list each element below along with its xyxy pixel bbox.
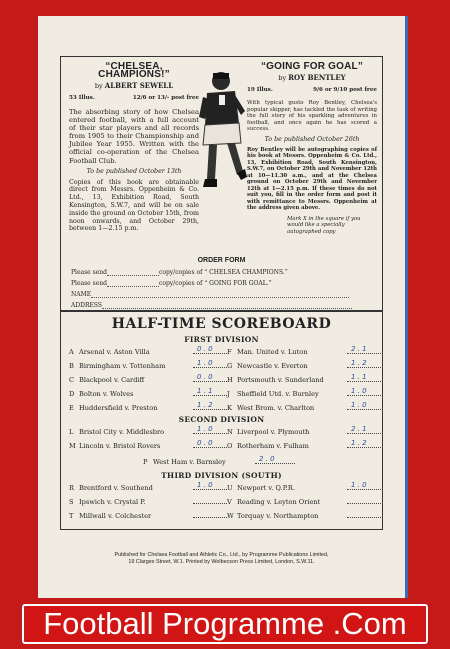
advert-autograph-note: Mark X in the square if you would like a specially autographed copy	[287, 215, 361, 235]
score-entry[interactable]	[347, 427, 383, 434]
advert-chelsea-champions	[69, 63, 199, 233]
fixture-letter: F	[227, 348, 232, 356]
fixture-teams: Sheffield Utd. v. Burnley	[237, 390, 319, 398]
fixture-letter: E	[69, 404, 74, 412]
fixture-row	[227, 389, 383, 399]
score-entry[interactable]	[193, 389, 227, 396]
fixture-teams: Bolton v. Wolves	[79, 390, 134, 398]
fixture-teams: Ipswich v. Crystal P.	[79, 498, 146, 506]
score-entry[interactable]	[255, 457, 295, 464]
score-entry[interactable]	[347, 511, 383, 518]
advert-availability: Copies of this book are obtainable direct from Messrs. Oppenheim & Co. Ltd., 13, Exhibition Road, South Kensington, S.W.7, and will be on sale inside the ground on October 15th, from noon onwards, and October 29th, between 1—2.15 p.m.	[69, 178, 199, 233]
fixture-row	[227, 347, 383, 357]
score-entry[interactable]	[347, 389, 383, 396]
third-division-heading: THIRD DIVISION (SOUTH)	[161, 471, 282, 480]
fixture-teams: Liverpool v. Plymouth	[237, 428, 310, 436]
fixture-letter: A	[69, 348, 74, 356]
fixture-row	[69, 403, 227, 413]
fixture-row	[69, 483, 227, 493]
score-entry[interactable]	[193, 361, 227, 368]
handwritten-score: 1 . 0	[197, 481, 213, 489]
scoreboard-title: HALF-TIME SCOREBOARD	[111, 316, 332, 332]
fixture-row	[69, 497, 227, 507]
fixture-teams: West Ham v. Barnsley	[153, 458, 226, 466]
fixture-row	[69, 375, 227, 385]
fixture-letter: O	[227, 442, 233, 450]
order-address-field[interactable]: ADDRESS	[71, 302, 372, 309]
score-entry[interactable]	[193, 441, 227, 448]
fixture-letter: V	[227, 498, 232, 506]
fixture-letter: B	[69, 362, 74, 370]
advert-price: 53 Illus. 12/6 or 13/- post free	[69, 95, 199, 101]
fixture-letter: J	[227, 390, 230, 398]
book-advert-box	[60, 56, 383, 312]
site-banner[interactable]: Football Programme .Com	[22, 604, 428, 644]
programme-page	[38, 16, 408, 598]
order-name-field[interactable]: NAME	[71, 291, 372, 298]
half-time-scoreboard	[60, 310, 383, 530]
advert-author: by ROY BENTLEY	[278, 73, 346, 82]
fixture-letter: P	[143, 458, 148, 466]
fixture-teams: Portsmouth v. Sunderland	[237, 376, 324, 384]
handwritten-score: 1 . 0	[351, 481, 367, 489]
fixture-letter: G	[227, 362, 233, 370]
fixture-row	[69, 511, 227, 521]
fixture-row	[227, 441, 383, 451]
fixture-letter: S	[69, 498, 74, 506]
handwritten-score: 2 . 1	[351, 345, 367, 353]
handwritten-score: 1 . 2	[197, 401, 213, 409]
fixture-row	[69, 389, 227, 399]
handwritten-score: 1 . 0	[197, 425, 213, 433]
handwritten-score: 1 . 2	[351, 439, 367, 447]
fixture-teams: Man. United v. Luton	[237, 348, 308, 356]
handwritten-score: 1 . 0	[351, 387, 367, 395]
handwritten-score: 1 . 0	[197, 359, 213, 367]
score-entry[interactable]	[193, 403, 227, 410]
fixture-teams: Bristol City v. Middlesbro	[79, 428, 165, 436]
fixture-letter: M	[69, 442, 76, 450]
fixture-teams: West Brom. v. Charlton	[237, 404, 315, 412]
score-entry[interactable]	[347, 361, 383, 368]
fixture-letter: C	[69, 376, 75, 384]
score-entry[interactable]	[347, 497, 383, 504]
fixture-teams: Torquay v. Northampton	[237, 512, 319, 520]
fixture-row	[69, 441, 227, 451]
fixture-teams: Rotherham v. Fulham	[237, 442, 309, 450]
fixture-letter: R	[69, 484, 74, 492]
advert-title: “GOING FOR GOAL”	[260, 61, 364, 72]
fixture-letter: D	[69, 390, 75, 398]
first-division-heading: FIRST DIVISION	[184, 335, 259, 344]
score-entry[interactable]	[193, 427, 227, 434]
order-form-title: ORDER FORM	[197, 257, 246, 264]
handwritten-score: 1 . 1	[351, 373, 367, 381]
fixture-row	[227, 511, 383, 521]
handwritten-score: 2 . 0	[259, 455, 275, 463]
fixture-row	[227, 361, 383, 371]
score-entry[interactable]	[347, 441, 383, 448]
fixture-row	[227, 375, 383, 385]
advert-publish-date: To be published October 13th	[86, 167, 182, 175]
advert-title: “CHELSEA, CHAMPIONS!”	[98, 61, 170, 80]
fixture-row	[227, 403, 383, 413]
handwritten-score: 1 . 0	[351, 401, 367, 409]
page-spine	[405, 16, 408, 598]
fixture-letter: U	[227, 484, 233, 492]
footballer-illustration	[199, 67, 247, 217]
fixture-teams: Newport v. Q.P.R.	[237, 484, 295, 492]
advert-price: 19 Illus. 9/6 or 9/10 post free	[247, 87, 377, 93]
second-division-heading: SECOND DIVISION	[178, 415, 265, 424]
score-entry[interactable]	[347, 403, 383, 410]
handwritten-score: 1 . 1	[197, 387, 213, 395]
handwritten-score: 0 . 0	[197, 373, 213, 381]
fixture-teams: Reading v. Leyton Orient	[237, 498, 321, 506]
fixture-row	[69, 347, 227, 357]
advert-body: With typical gusto Roy Bentley, Chelsea's popular skipper, has tackled the task of writing the full story of his sparkling adventures in football, and once again he has scored a success.	[247, 100, 377, 133]
fixture-row	[227, 497, 383, 507]
handwritten-score: 1 . 2	[351, 359, 367, 367]
score-entry[interactable]	[193, 483, 227, 490]
handwritten-score: 0 . 0	[197, 345, 213, 353]
fixture-row	[143, 457, 295, 467]
order-line-champions: Please send copy/copies of “ CHELSEA CHAMPIONS.”	[71, 269, 288, 276]
fixture-row	[227, 483, 383, 493]
fixture-teams: Lincoln v. Bristol Rovers	[79, 442, 161, 450]
fixture-teams: Millwall v. Colchester	[79, 512, 152, 520]
fixture-letter: N	[227, 428, 233, 436]
fixture-letter: L	[69, 428, 74, 436]
score-entry[interactable]	[193, 375, 227, 382]
score-entry[interactable]	[193, 347, 227, 354]
score-entry[interactable]	[193, 511, 227, 518]
fixture-teams: Birmingham v. Tottenham	[79, 362, 166, 370]
advert-autograph-info: Roy Bentley will be autographing copies of his book at Messrs. Oppenheim & Co. Ltd., 13, Exhibition Road, South Kensington, S.W.7, on October 29th and November 12th at 10—11.30 a.m., and at the Chelsea ground on October 29th and November 12th at 1—2.15 p.m. If these times do not suit you, fill in the order form and post it with remittance to Messrs. Oppenheim at the address given above.	[247, 146, 377, 212]
score-entry[interactable]	[193, 497, 227, 504]
fixture-teams: Arsenal v. Aston Villa	[79, 348, 150, 356]
advert-publish-date: To be published October 26th	[264, 135, 360, 143]
advert-author: by ALBERT SEWELL	[94, 81, 174, 90]
fixture-teams: Blackpool v. Cardiff	[79, 376, 145, 384]
fixture-letter: K	[227, 404, 232, 412]
fixture-teams: Brentford v. Southend	[79, 484, 153, 492]
fixture-letter: W	[227, 512, 234, 520]
publisher-footer: Published for Chelsea Football and Athletic Co., Ltd., by Programme Publications Limited, 19 Clarges Street, W.1. Printed by Welbecson Press Limited, London, S.W.11.	[114, 552, 329, 565]
score-entry[interactable]	[347, 375, 383, 382]
fixture-teams: Newcastle v. Everton	[237, 362, 308, 370]
fixture-letter: T	[69, 512, 74, 520]
score-entry[interactable]	[347, 483, 383, 490]
score-entry[interactable]	[347, 347, 383, 354]
fixture-row	[69, 427, 227, 437]
handwritten-score: 2 . 1	[351, 425, 367, 433]
order-line-goal: Please send copy/copies of “ GOING FOR GOAL.”	[71, 280, 272, 287]
fixture-row	[69, 361, 227, 371]
fixture-letter: H	[227, 376, 233, 384]
advert-going-for-goal	[247, 63, 377, 235]
advert-body: The absorbing story of how Chelsea entered football, with a full account of their star players and all records from 1905 to their Championship and Jubilee Year 1955. Written with the official co-operation of the Chelsea Football Club.	[69, 108, 199, 165]
handwritten-score: 0 . 0	[197, 439, 213, 447]
fixture-teams: Huddersfield v. Preston	[79, 404, 158, 412]
fixture-row	[227, 427, 383, 437]
